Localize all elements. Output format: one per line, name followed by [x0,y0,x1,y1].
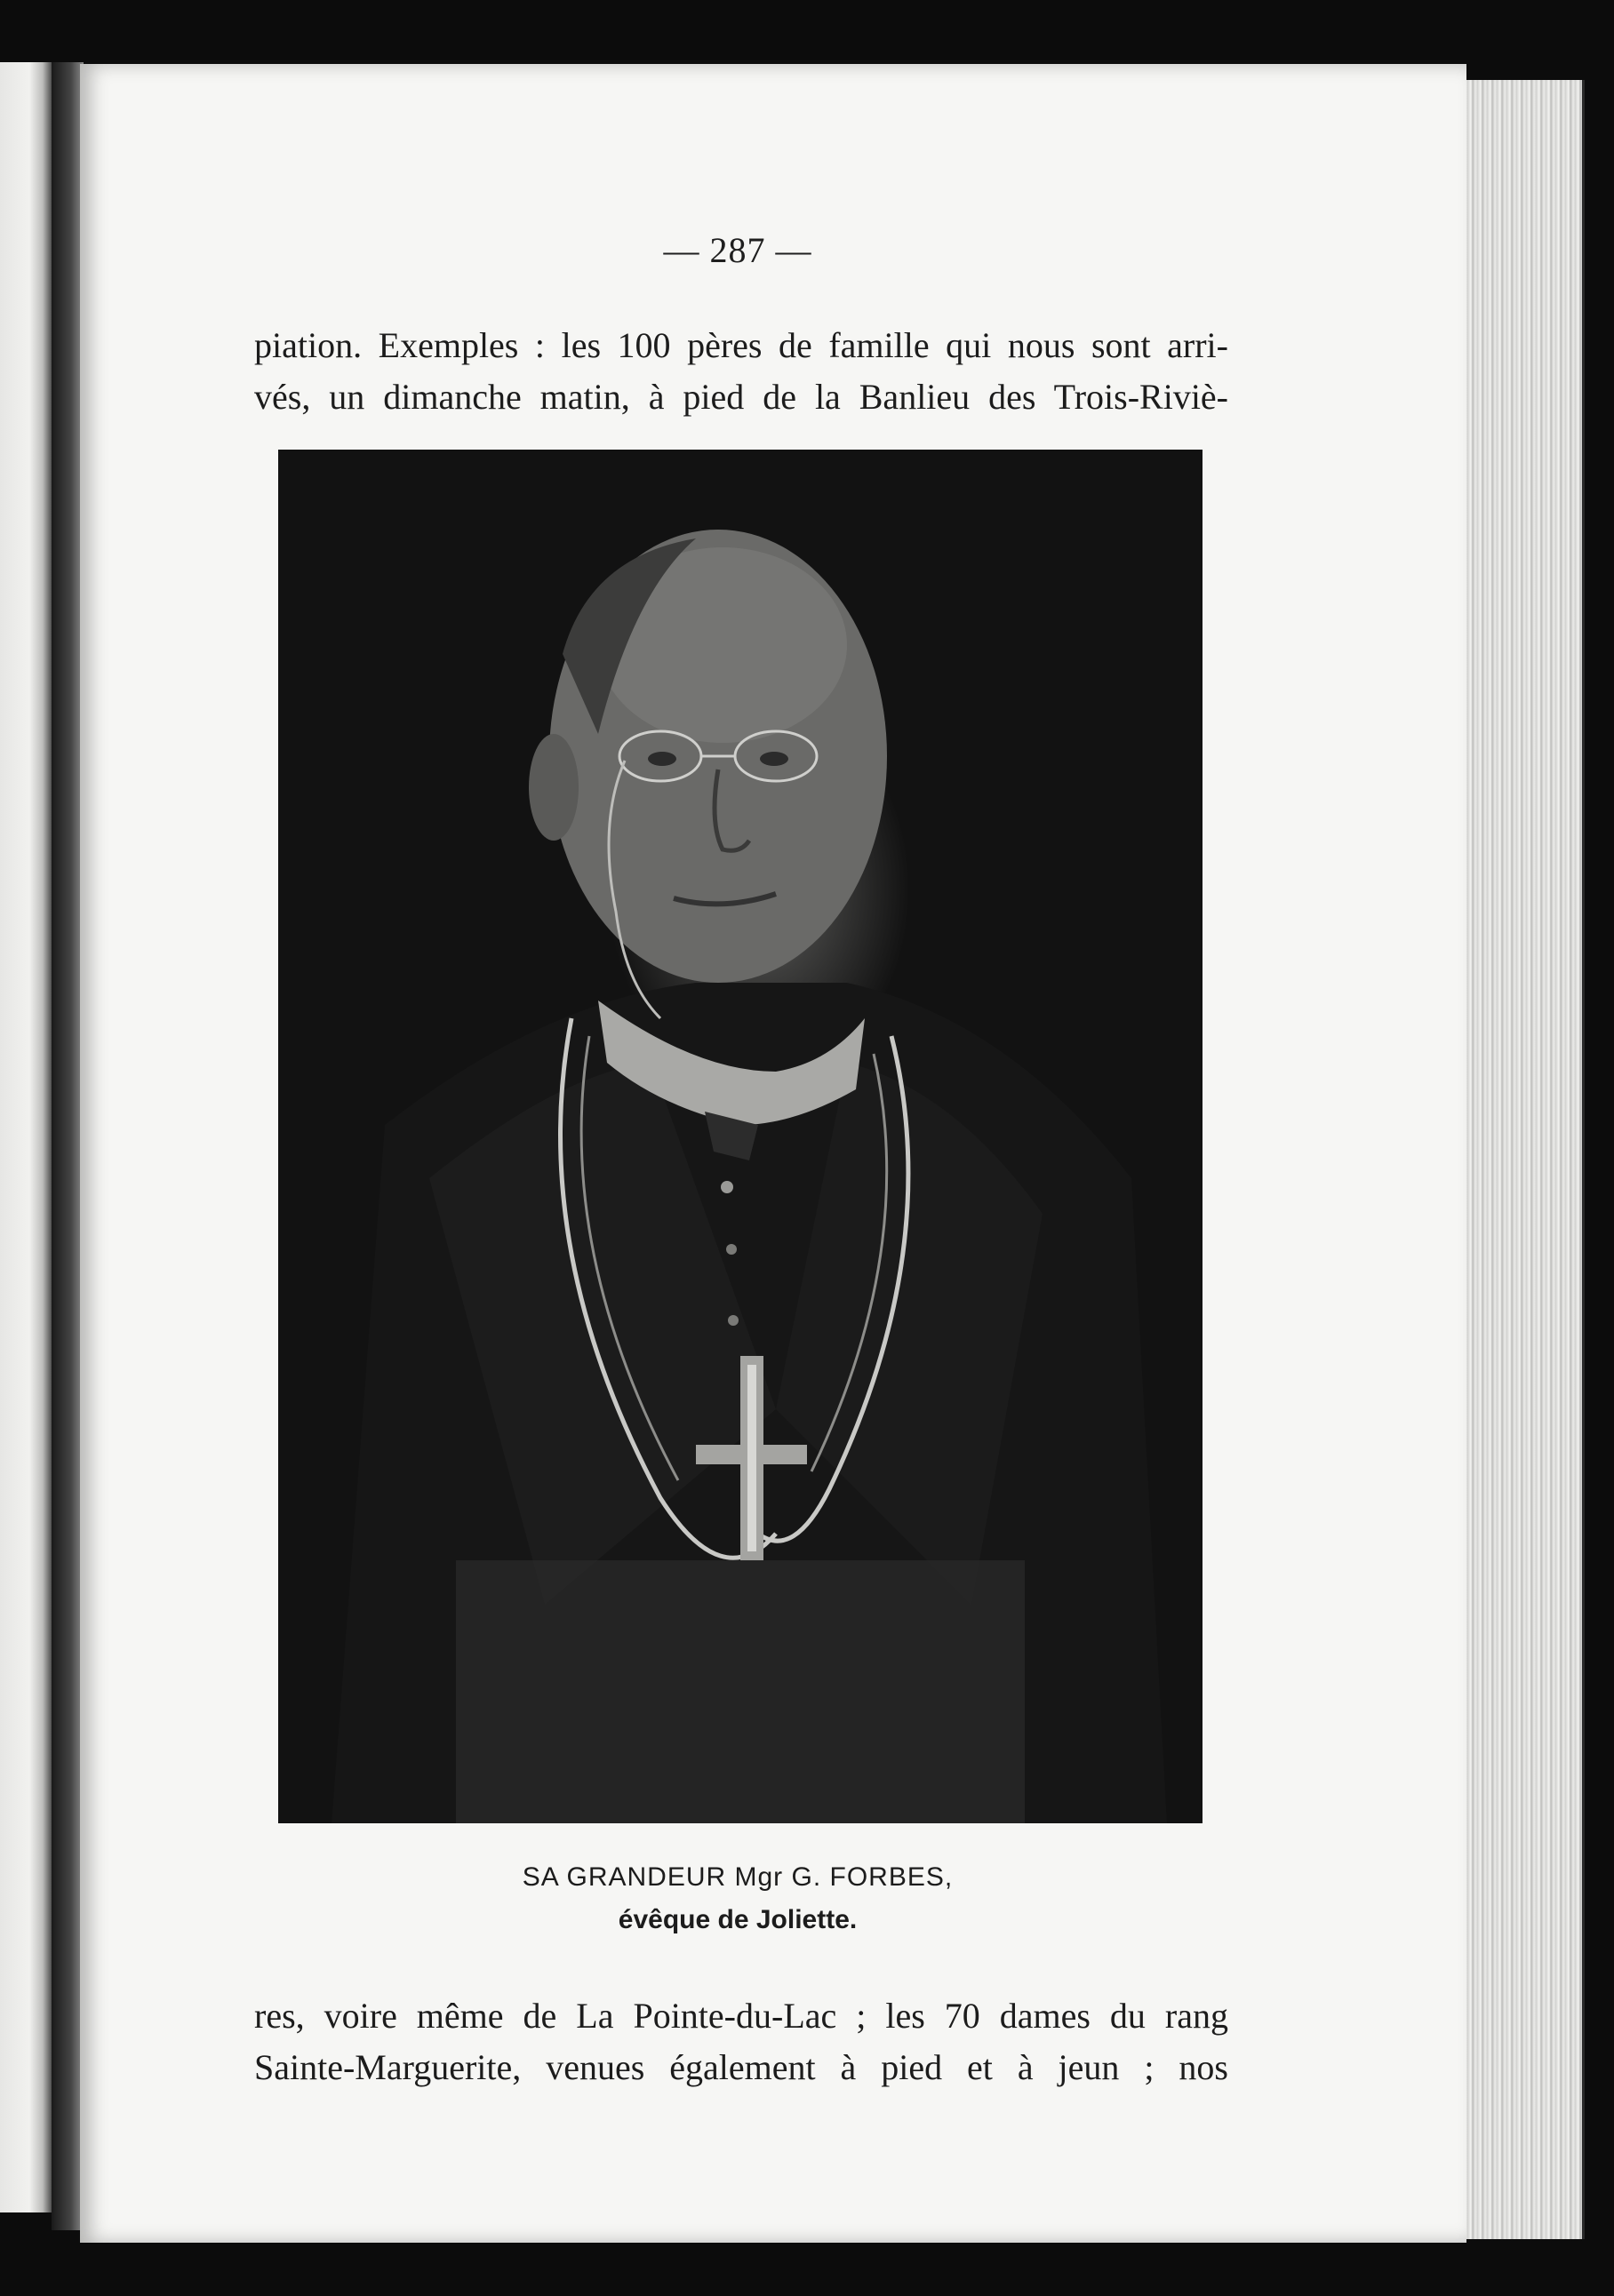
portrait-photo [278,450,1203,1823]
text-line: vés, un dimanche matin, à pied de la Banlieu des Trois-Riviè- [254,377,1228,417]
portrait-figure [278,450,1203,1823]
body-text-bottom [254,1990,1228,2093]
text-line: Sainte-Marguerite, venues également à pied et à jeun ; nos [254,2047,1228,2087]
body-text-top [254,320,1228,423]
text-line: piation. Exemples : les 100 pères de famille qui nous sont arri- [254,325,1228,365]
caption-subtitle: évêque de Joliette. [618,1905,858,1934]
caption-title: SA GRANDEUR Mgr G. FORBES, [522,1862,954,1892]
page-number: — 287 — [663,230,812,270]
text-line: res, voire même de La Pointe-du-Lac ; les 70 dames du rang [254,1996,1228,2036]
